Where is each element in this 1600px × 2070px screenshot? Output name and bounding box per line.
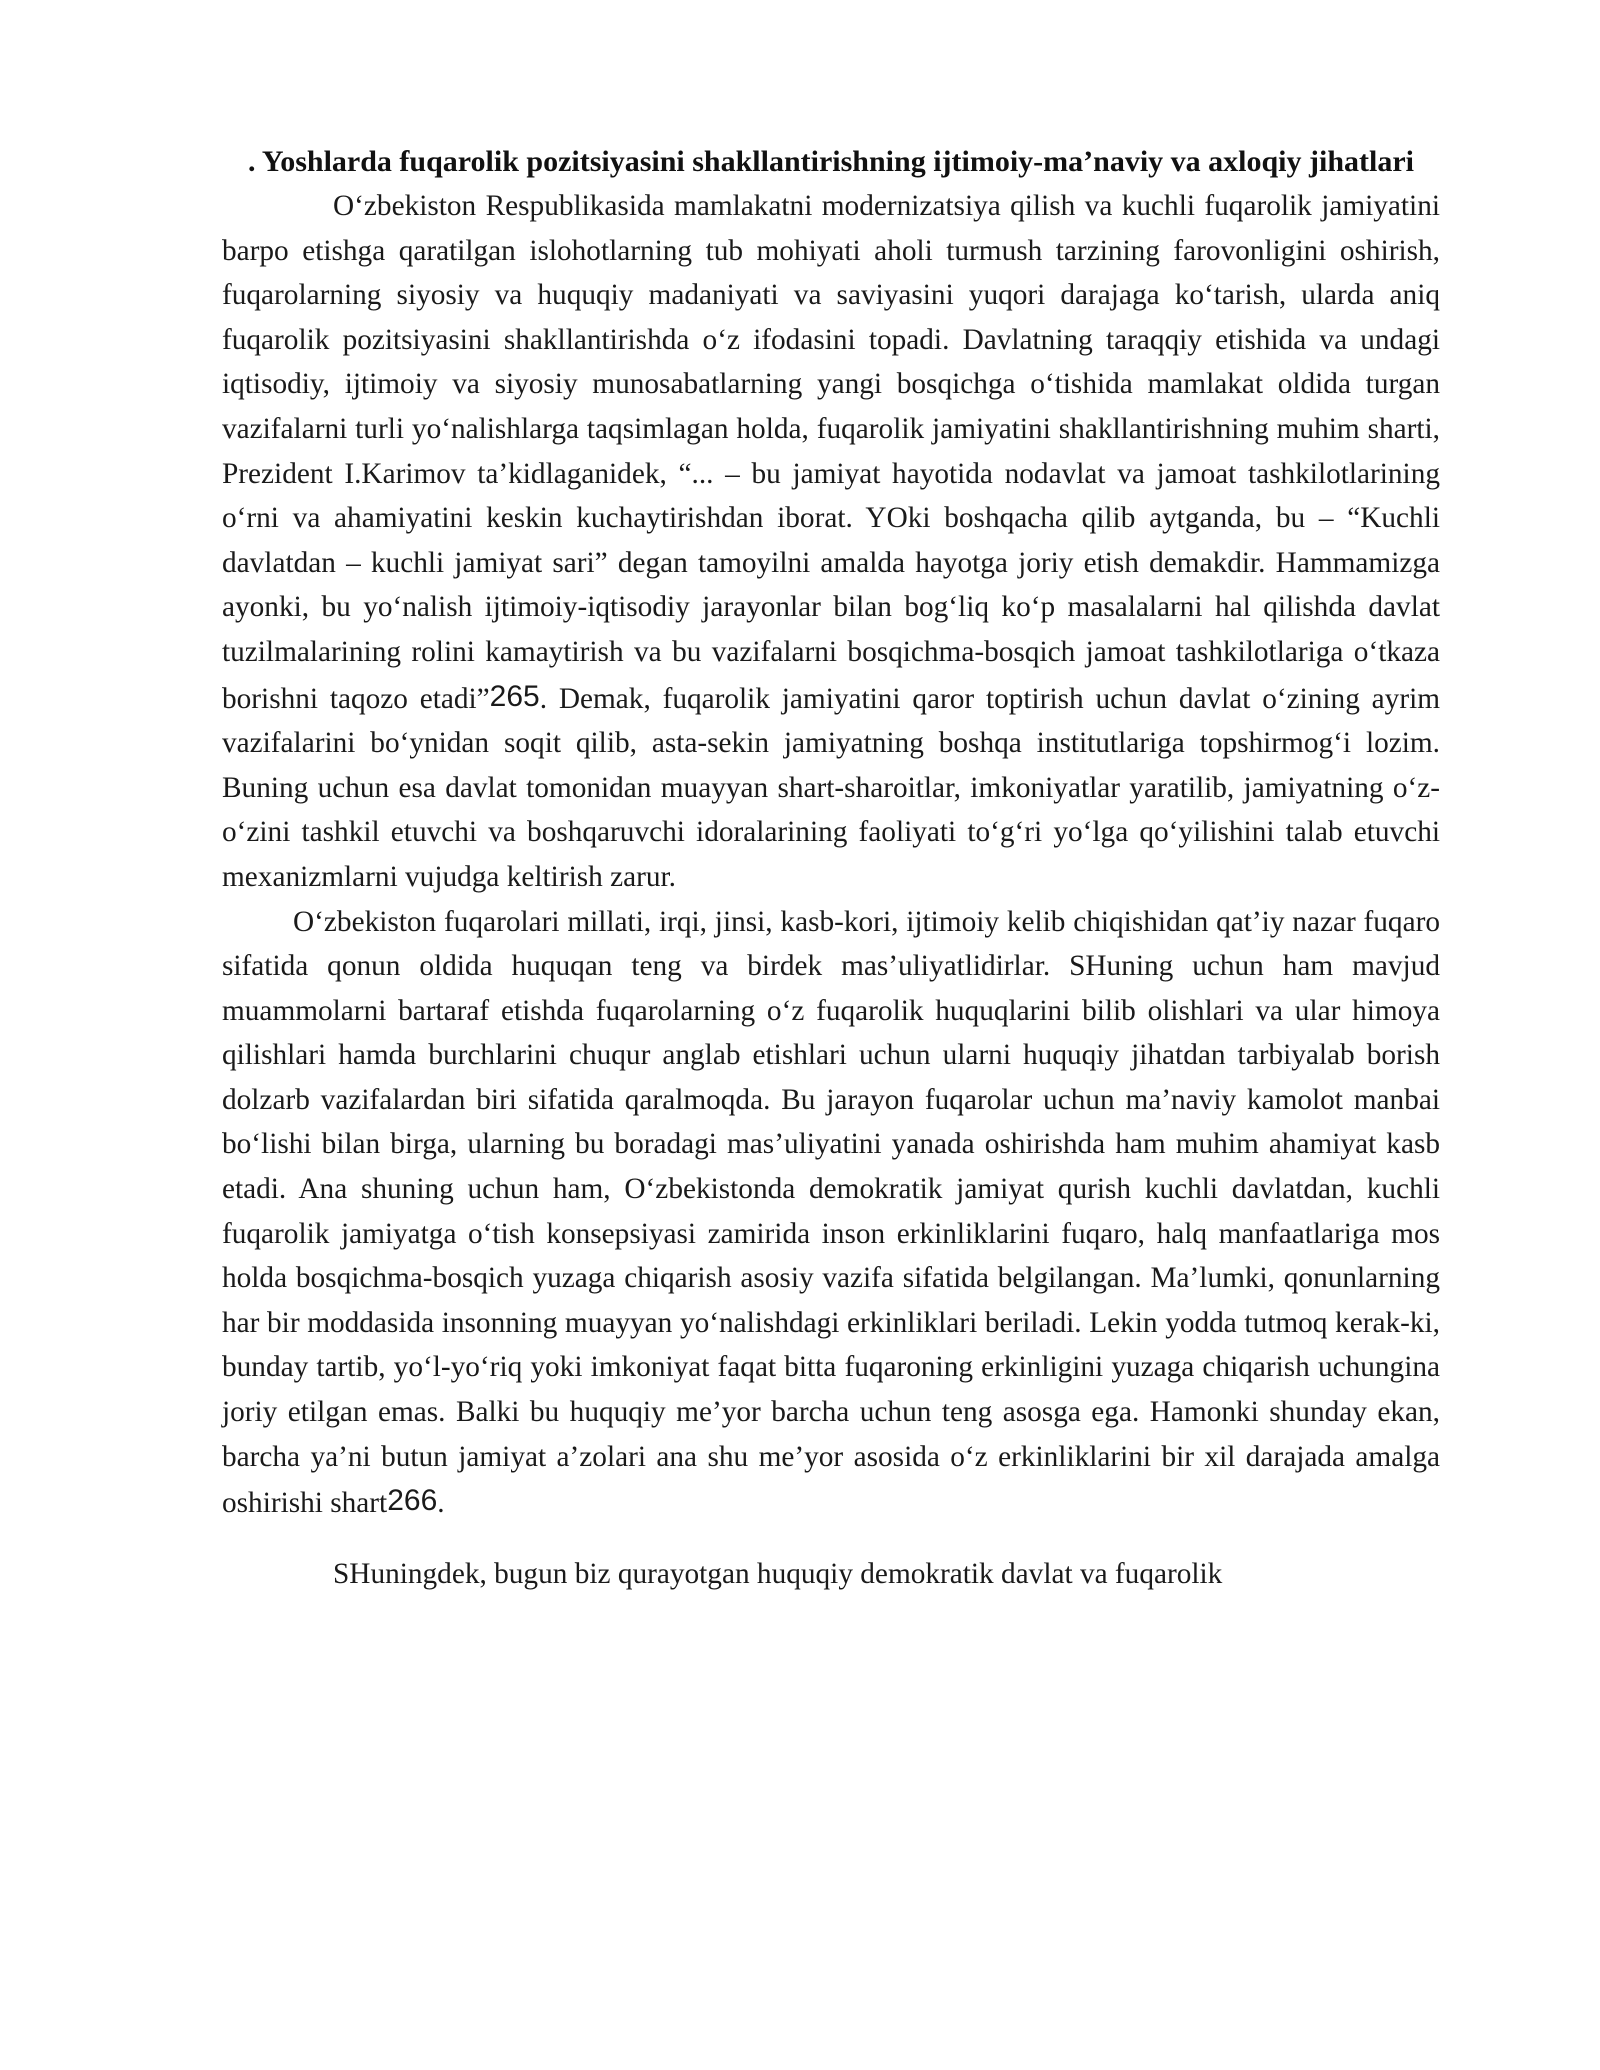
paragraph-3-text: SHuningdek, bugun biz qurayotgan huquqiy demokratik davlat va fuqarolik <box>333 1557 1223 1590</box>
paragraph-1-text-a: O‘zbekiston Respublikasida mamlakatni modernizatsiya qilish va kuchli fuqarolik jamiyatini barpo etishga qaratilgan islohotlarning tub mohiyati aholi turmush tarzining farovonligini oshirish, fuqarolarning siyosiy va huquqiy madaniyati va saviyasini yuqori darajaga ko‘tarish, ularda aniq fuqarolik pozitsiyasini shakllantirishda o‘z ifodasini topadi. Davlatning taraqqiy etishida va undagi iqtisodiy, ijtimoiy va siyosiy munosabatlarning yangi bosqichga o‘tishida mamlakat oldida turgan vazifalarni turli yo‘nalishlarga taqsimlagan holda, fuqarolik jamiyatini shakllantirishning muhim sharti, Prezident I.Karimov ta’kidlaganidek, “... – bu jamiyat hayotida nodavlat va jamoat tashkilotlarining o‘rni va ahamiyatini keskin kuchaytirishdan iborat. YOki boshqacha qilib aytganda, bu – “Kuchli davlatdan – kuchli jamiyat sari” degan tamoyilni amalda hayotga joriy etish demakdir. Hammamizga ayonki, bu yo‘nalish ijtimoiy-iqtisodiy jarayonlar bilan bog‘liq ko‘p masalalarni hal qilishda davlat tuzilmalarining rolini kamaytirish va bu vazifalarni bosqichma-bosqich jamoat tashkilotlariga o‘tkaza borishni taqozo etadi” <box>222 190 1440 715</box>
paragraph-2-text-b: . <box>437 1487 445 1520</box>
section-heading: . Yoshlarda fuqarolik pozitsiyasini shakllantirishning ijtimoiy-ma’naviy va axloqiy jihatlari <box>247 145 1414 178</box>
footnote-ref-266: 266 <box>387 1484 438 1518</box>
footnote-ref-265: 265 <box>489 679 540 713</box>
document-body <box>222 140 1440 1596</box>
paragraph-1 <box>222 184 1440 900</box>
paragraph-3 <box>222 1552 1440 1597</box>
paragraph-2-text-a: O‘zbekiston fuqarolari millati, irqi, jinsi, kasb-kori, ijtimoiy kelib chiqishidan qat’iy nazar fuqaro sifatida qonun oldida huquqan teng va birdek mas’uliyatlidirlar. SHuning uchun ham mavjud muammolarni bartaraf etishda fuqarolarning o‘z fuqarolik huquqlarini bilib olishlari va ular himoya qilishlari hamda burchlarini chuqur anglab etishlari uchun ularni huquqiy jihatdan tarbiyalab borish dolzarb vazifalardan biri sifatida qaralmoqda. Bu jarayon fuqarolar uchun ma’naviy kamolot manbai bo‘lishi bilan birga, ularning bu boradagi mas’uliyatini yanada oshirishda ham muhim ahamiyat kasb etadi. Ana shuning uchun ham, O‘zbekistonda demokratik jamiyat qurish kuchli davlatdan, kuchli fuqarolik jamiyatga o‘tish konsepsiyasi zamirida inson erkinliklarini fuqaro, halq manfaatlariga mos holda bosqichma-bosqich yuzaga chiqarish asosiy vazifa sifatida belgilangan. Ma’lumki, qonunlarning har bir moddasida insonning muayyan yo‘nalishdagi erkinliklari beriladi. Lekin yodda tutmoq kerak-ki, bunday tartib, yo‘l-yo‘riq yoki imkoniyat faqat bitta fuqaroning erkinligini yuzaga chiqarish uchungina joriy etilgan emas. Balki bu huquqiy me’yor barcha uchun teng asosga ega. Hamonki shunday ekan, barcha ya’ni butun jamiyat a’zolari ana shu me’yor asosida o‘z erkinliklarini bir xil darajada amalga oshirishi shart <box>222 905 1440 1520</box>
paragraph-2 <box>222 900 1440 1526</box>
paragraph-1-text-b: . Demak, fuqarolik jamiyatini qaror toptirish uchun davlat o‘zining ayrim vazifalarini bo‘ynidan soqit qilib, asta-sekin jamiyatning boshqa institutlariga topshirmog‘i lozim. Buning uchun esa davlat tomonidan muayyan shart-sharoitlar, imkoniyatlar yaratilib, jamiyatning o‘z-o‘zini tashkil etuvchi va boshqaruvchi idoralarining faoliyati to‘g‘ri yo‘lga qo‘yilishini talab etuvchi mexanizmlarni vujudga keltirish zarur. <box>222 682 1440 893</box>
